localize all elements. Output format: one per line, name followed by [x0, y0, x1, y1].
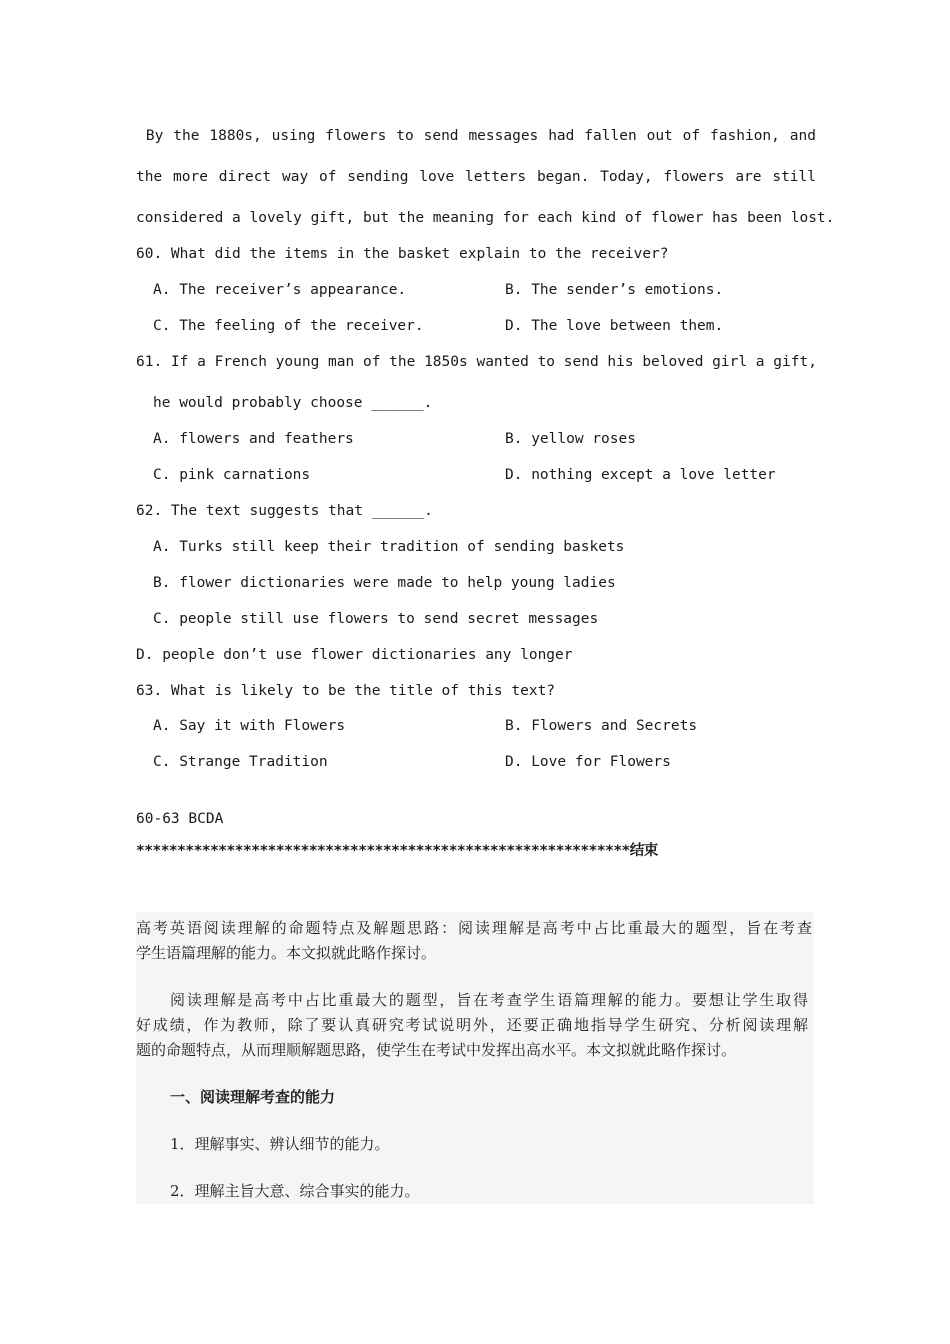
- answer-key: 60-63 BCDA: [136, 811, 224, 827]
- question-63-option-c: C. Strange Tradition: [153, 754, 328, 770]
- question-61-option-a: A. flowers and feathers: [153, 431, 354, 447]
- question-61-stem-line-1: 61. If a French young man of the 1850s wanted to send his beloved girl a gift,: [136, 354, 817, 370]
- article-para-line-3: 题的命题特点，从而理顺解题思路，使学生在考试中发挥出高水平。本文拟就此略作探讨。: [136, 1041, 737, 1059]
- question-61-option-b: B. yellow roses: [505, 431, 636, 447]
- article-list-item-1: 1．理解事实、辨认细节的能力。: [170, 1135, 390, 1153]
- article-intro-line-2: 学生语篇理解的能力。本文拟就此略作探讨。: [136, 944, 437, 962]
- article-section-heading: 一、阅读理解考查的能力: [170, 1088, 336, 1106]
- question-62-option-a: A. Turks still keep their tradition of sending baskets: [153, 539, 625, 555]
- article-intro-line-1: 高考英语阅读理解的命题特点及解题思路：阅读理解是高考中占比重最大的题型，旨在考查: [136, 919, 812, 937]
- question-63-stem: 63. What is likely to be the title of this text?: [136, 683, 556, 699]
- question-61-option-d: D. nothing except a love letter: [505, 467, 776, 483]
- question-62-option-d: D. people don’t use flower dictionaries any longer: [136, 647, 573, 663]
- question-62-option-b: B. flower dictionaries were made to help young ladies: [153, 575, 616, 591]
- article-para-line-2: 好成绩，作为教师，除了要认真研究考试说明外，还要正确地指导学生研究、分析阅读理解: [136, 1016, 808, 1034]
- question-60-stem: 60. What did the items in the basket explain to the receiver?: [136, 246, 669, 262]
- question-63-option-d: D. Love for Flowers: [505, 754, 671, 770]
- article-list-item-2: 2．理解主旨大意、综合事实的能力。: [170, 1182, 420, 1200]
- article-para-line-1: 阅读理解是高考中占比重最大的题型，旨在考查学生语篇理解的能力。要想让学生取得: [170, 991, 808, 1009]
- question-60-option-a: A. The receiver’s appearance.: [153, 282, 407, 298]
- question-62-stem: 62. The text suggests that ______.: [136, 503, 433, 519]
- passage-line-1: By the 1880s, using flowers to send messages had fallen out of fashion, and: [136, 128, 816, 144]
- passage-line-2: the more direct way of sending love letters began. Today, flowers are still: [136, 169, 816, 185]
- question-63-option-b: B. Flowers and Secrets: [505, 718, 698, 734]
- question-61-option-c: C. pink carnations: [153, 467, 311, 483]
- question-62-option-c: C. people still use flowers to send secret messages: [153, 611, 599, 627]
- question-60-option-b: B. The sender’s emotions.: [505, 282, 724, 298]
- passage-line-3: considered a lovely gift, but the meaning for each kind of flower has been lost.: [136, 210, 835, 226]
- question-60-option-c: C. The feeling of the receiver.: [153, 318, 424, 334]
- question-60-option-d: D. The love between them.: [505, 318, 724, 334]
- question-61-stem-line-2: he would probably choose ______.: [153, 395, 433, 411]
- section-divider: ************************************************************结束: [136, 843, 658, 859]
- question-63-option-a: A. Say it with Flowers: [153, 718, 346, 734]
